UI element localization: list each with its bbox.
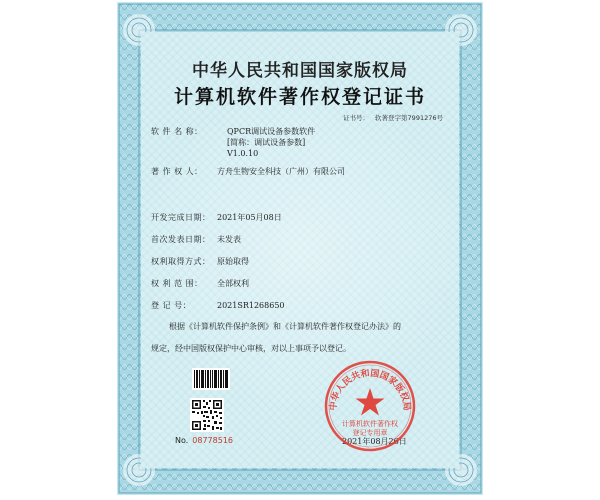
issue-date: 2021年08月26日	[342, 437, 407, 446]
software-name-value	[227, 126, 315, 159]
dev-complete-row	[151, 212, 282, 223]
serial-number	[175, 436, 233, 445]
software-name-line: QPCR调试设备参数软件	[227, 127, 316, 136]
seal-inner-line-1: 计算机软件著作权	[342, 420, 398, 428]
seal-inner-line-2: 登记专用章	[352, 429, 388, 437]
registration-number-row	[151, 300, 285, 311]
copyright-owner-row	[151, 166, 345, 177]
software-name-row	[151, 126, 217, 137]
certificate-number-value: 软著登字第7991276号	[375, 114, 443, 122]
statement-line-2: 规定，经中国版权保护中心审核，对以上事项予以登记。	[151, 344, 351, 353]
first-publish-label: 首次发表日期：	[151, 235, 211, 244]
seal-outer-text: 中华人民共和国国家版权局	[328, 368, 412, 412]
certificate-number-label: 证书号：	[343, 114, 370, 122]
barcode-icon	[192, 368, 230, 390]
rights-scope-row	[151, 278, 249, 289]
serial-number-value: 08778516	[192, 436, 233, 445]
issuing-authority: 中华人民共和国国家版权局	[192, 61, 408, 81]
statement-line-1: 根据《计算机软件保护条例》和《计算机软件著作权登记办法》的	[169, 322, 401, 331]
registration-number-value: 2021SR1268650	[217, 301, 285, 310]
rights-scope-label: 权 利 范 围：	[151, 279, 203, 288]
serial-number-label: No.	[175, 436, 189, 445]
rights-scope-value: 全部权利	[217, 279, 249, 288]
copyright-owner-label: 著 作 权 人：	[151, 167, 203, 176]
software-version-line: V1.0.10	[227, 149, 259, 158]
certificate-title: 计算机软件著作权登记证书	[173, 86, 426, 108]
registration-number-label: 登 记 号：	[151, 301, 192, 310]
dev-complete-value: 2021年05月08日	[217, 213, 282, 222]
copyright-owner-value: 方舟生物安全科技（广州）有限公司	[217, 167, 345, 176]
first-publish-value: 未发表	[217, 235, 241, 244]
dev-complete-label: 开发完成日期：	[151, 213, 211, 222]
qr-code-icon	[190, 398, 224, 432]
first-publish-row	[151, 234, 241, 245]
official-seal-icon	[322, 358, 418, 454]
software-name-label: 软 件 名 称：	[151, 127, 203, 136]
acquire-method-label: 权利取得方式：	[151, 257, 211, 266]
acquire-method-row	[151, 256, 249, 267]
acquire-method-value: 原始取得	[217, 257, 249, 266]
certificate-number	[343, 113, 443, 122]
software-short-name-line: [简称：调试设备参数]	[227, 138, 306, 147]
certificate	[117, 2, 483, 495]
